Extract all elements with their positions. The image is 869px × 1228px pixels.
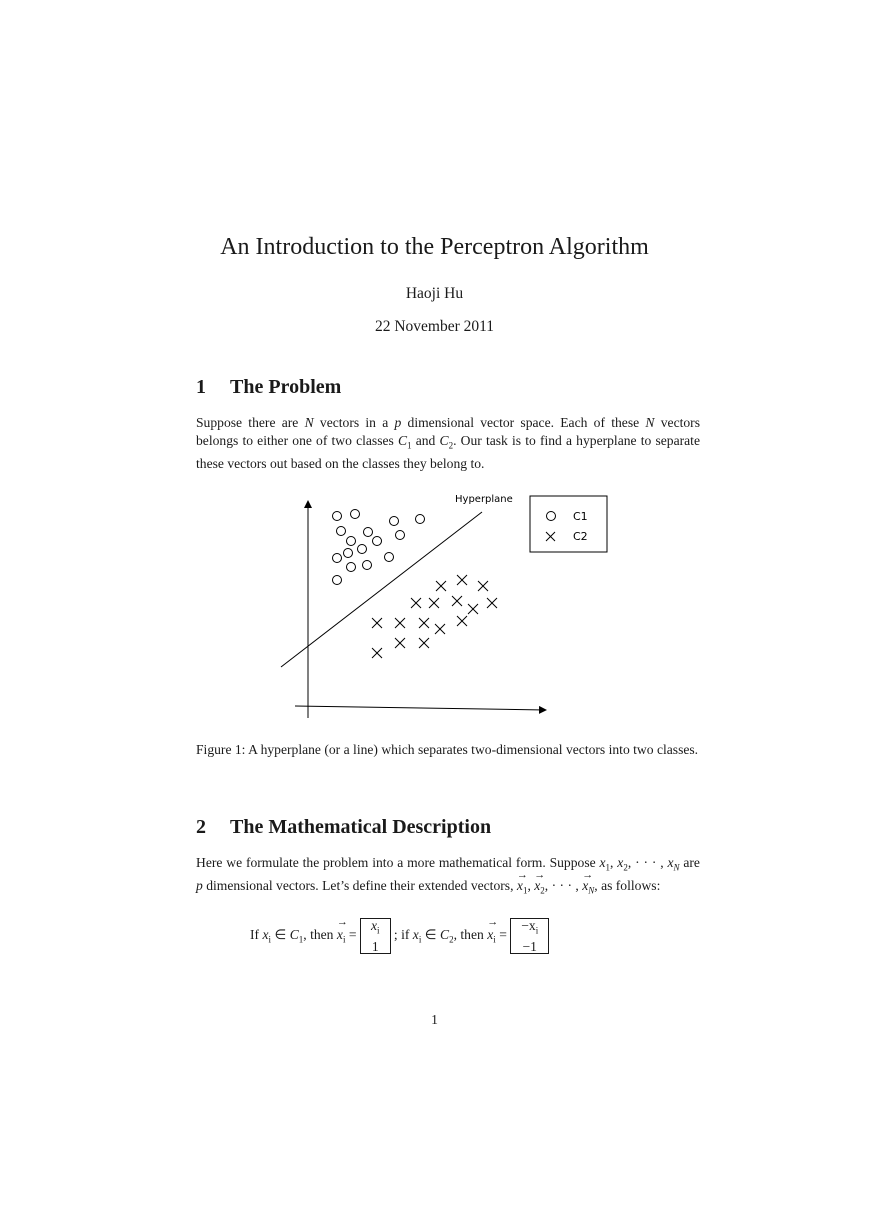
c2-point <box>452 596 462 606</box>
c2-point <box>419 618 429 628</box>
figure-1 <box>270 480 620 725</box>
legend-label-c1: C1 <box>573 510 588 523</box>
vector-bracket-c1: $x_i$ 1 <box>360 918 391 954</box>
c1-point <box>347 563 356 572</box>
extended-vector-equation: If $x_i$ ∈ $C_1$, then → $x_i = x_i$ 1 ; if $x_i$ ∈ $C_2$, then → $x_i = -x_i$ −1 <box>250 918 670 958</box>
legend-label-c2: C2 <box>573 530 588 543</box>
section-title: The Problem <box>230 376 342 398</box>
c2-point <box>457 616 467 626</box>
section-2-heading <box>196 816 491 839</box>
class-c1-points <box>333 510 425 585</box>
author-name: Haoji Hu <box>405 285 464 302</box>
figure-1-caption: Figure 1: A hyperplane (or a line) which separates two-dimensional vectors into two classes. <box>196 742 699 757</box>
c2-point <box>372 648 382 658</box>
c1-point <box>396 531 405 540</box>
x-axis <box>295 706 545 710</box>
paper-date: 22 November 2011 <box>374 318 495 335</box>
c1-point <box>364 528 373 537</box>
c2-point <box>436 581 446 591</box>
class-c2-points <box>372 575 497 658</box>
c1-point <box>337 527 346 536</box>
c1-point <box>351 510 360 519</box>
c2-point <box>419 638 429 648</box>
c1-point <box>363 561 372 570</box>
c2-point <box>411 598 421 608</box>
section-title: The Mathematical Description <box>230 816 492 838</box>
section-1-heading <box>196 376 341 399</box>
c2-point <box>395 618 405 628</box>
c2-point <box>429 598 439 608</box>
legend-box <box>530 496 607 552</box>
c2-point <box>468 604 478 614</box>
vector-bracket-c2: $-x_i$ −1 <box>510 918 549 954</box>
legend-circle-icon <box>547 512 556 521</box>
hyperplane-line <box>281 512 482 667</box>
c1-point <box>373 537 382 546</box>
c1-point <box>358 545 367 554</box>
c2-point <box>435 624 445 634</box>
c2-point <box>487 598 497 608</box>
c1-point <box>390 517 399 526</box>
c1-point <box>333 576 342 585</box>
section-1-paragraph: Suppose there are N vectors in a p dimensional vector space. Each of these N vectors belongs to either one of two classes $C_1$ and $C_2$. Our task is to find a hyperplane to separate these vectors out based on the classes they belong to. <box>196 415 700 471</box>
c2-point <box>395 638 405 648</box>
c1-point <box>344 549 353 558</box>
section-number: 1 <box>196 376 206 398</box>
c1-point <box>347 537 356 546</box>
c1-point <box>385 553 394 562</box>
c2-point <box>478 581 488 591</box>
c1-point <box>333 554 342 563</box>
c1-point <box>333 512 342 521</box>
paper-title: An Introduction to the Perceptron Algorithm <box>220 234 649 260</box>
hyperplane-label: Hyperplane <box>455 494 513 505</box>
legend-cross-icon <box>546 532 555 541</box>
c2-point <box>457 575 467 585</box>
c2-point <box>372 618 382 628</box>
page-number: 1 <box>431 1012 438 1027</box>
section-2-paragraph: Here we formulate the problem into a more mathematical form. Suppose $x_1$, $x_2$, · · · , $x_N$ are p dimensional vectors. Let’s define their extended vectors, → $x_1$, → $x_2$, · · · , → $x_N$, as follows: <box>196 854 700 899</box>
section-number: 2 <box>196 816 206 838</box>
c1-point <box>416 515 425 524</box>
